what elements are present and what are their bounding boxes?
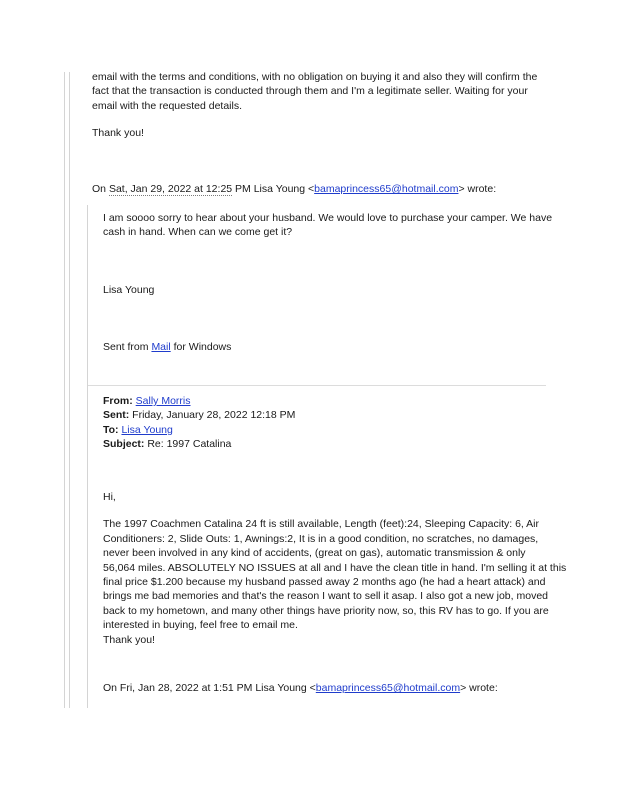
quote-attribution-2 [103, 681, 603, 695]
quote-bar-outer [64, 72, 65, 708]
top-message-closing: Thank you! [92, 127, 144, 140]
sally-message [103, 490, 603, 647]
from-row [103, 394, 603, 408]
subject-value: Re: 1997 Catalina [144, 438, 232, 451]
attribution-prefix: On [92, 183, 109, 195]
signature: Lisa Young [103, 283, 155, 296]
email-link[interactable]: bamaprincess65@hotmail.com [314, 183, 459, 195]
attribution-prefix: On Fri, Jan 28, 2022 at 1:51 PM Lisa Young < [103, 682, 316, 694]
attribution-date[interactable]: Sat, Jan 29, 2022 at 12:25 [108, 183, 233, 195]
to-row [103, 423, 603, 437]
email-link[interactable]: bamaprincess65@hotmail.com [315, 682, 461, 694]
quote-bar-inner [87, 205, 88, 708]
top-message [92, 70, 602, 141]
top-message-line: fact that the transaction is conducted through them and I'm a legitimate seller. Waiting for your [92, 85, 528, 98]
message-line: final price $1.200 because my husband passed away 2 months ago (he had a heart attack) and [103, 576, 546, 589]
sent-from-prefix: Sent from [103, 341, 152, 354]
subject-label: Subject: [103, 438, 145, 451]
attribution-mid: PM Lisa Young < [232, 183, 315, 195]
attribution-suffix: > wrote: [460, 682, 498, 694]
message-line: The 1997 Coachmen Catalina 24 ft is still available, Length (feet):24, Sleeping Capacity: 6, Air [103, 518, 540, 531]
message-line: interested in buying, feel free to email me. [103, 619, 298, 632]
top-message-line: email with the requested details. [92, 99, 242, 112]
message-line: I am soooo sorry to hear about your husband. We would love to purchase your camper. We have [103, 212, 553, 224]
subject-row [103, 437, 603, 451]
message-line: brings me bad memories and that's the reason I want to sell it asap. I also got a new job, moved [103, 590, 548, 603]
message-line: back to my hometown, and many other things have priority now, so, this RV has to go. If you are [103, 604, 549, 617]
sent-label: Sent: [103, 409, 130, 422]
to-label: To: [103, 423, 119, 436]
message-line: never been involved in any kind of accidents, (great on gas), automatic transmission & only [103, 547, 526, 560]
lisa-message [103, 211, 603, 355]
top-message-line: email with the terms and conditions, with no obligation on buying it and also they will confirm the [92, 71, 538, 83]
header-divider [88, 385, 546, 386]
attribution-suffix: > wrote: [458, 183, 497, 195]
message-line: cash in hand. When can we come get it? [103, 226, 293, 239]
message-line: 56,064 miles. ABSOLUTELY NO ISSUES at all and I have the clean title in hand. I'm selling it at this [103, 561, 567, 574]
to-link[interactable]: Lisa Young [121, 423, 173, 436]
message-line: Conditioners: 2, Slide Outs: 1, Awnings:2, It is in a good condition, no scratches, no damages, [103, 532, 539, 545]
sent-row [103, 408, 603, 422]
sent-from-suffix: for Windows [170, 341, 232, 354]
closing: Thank you! [103, 633, 155, 646]
greeting: Hi, [103, 491, 116, 503]
sent-from-line [103, 340, 603, 354]
from-link[interactable]: Sally Morris [135, 395, 191, 407]
quote-attribution-1 [92, 182, 602, 196]
quote-bar-middle [69, 72, 70, 708]
from-label: From: [103, 395, 133, 407]
mail-link[interactable]: Mail [151, 341, 171, 354]
email-header [103, 394, 603, 452]
sent-value: Friday, January 28, 2022 12:18 PM [129, 409, 296, 422]
